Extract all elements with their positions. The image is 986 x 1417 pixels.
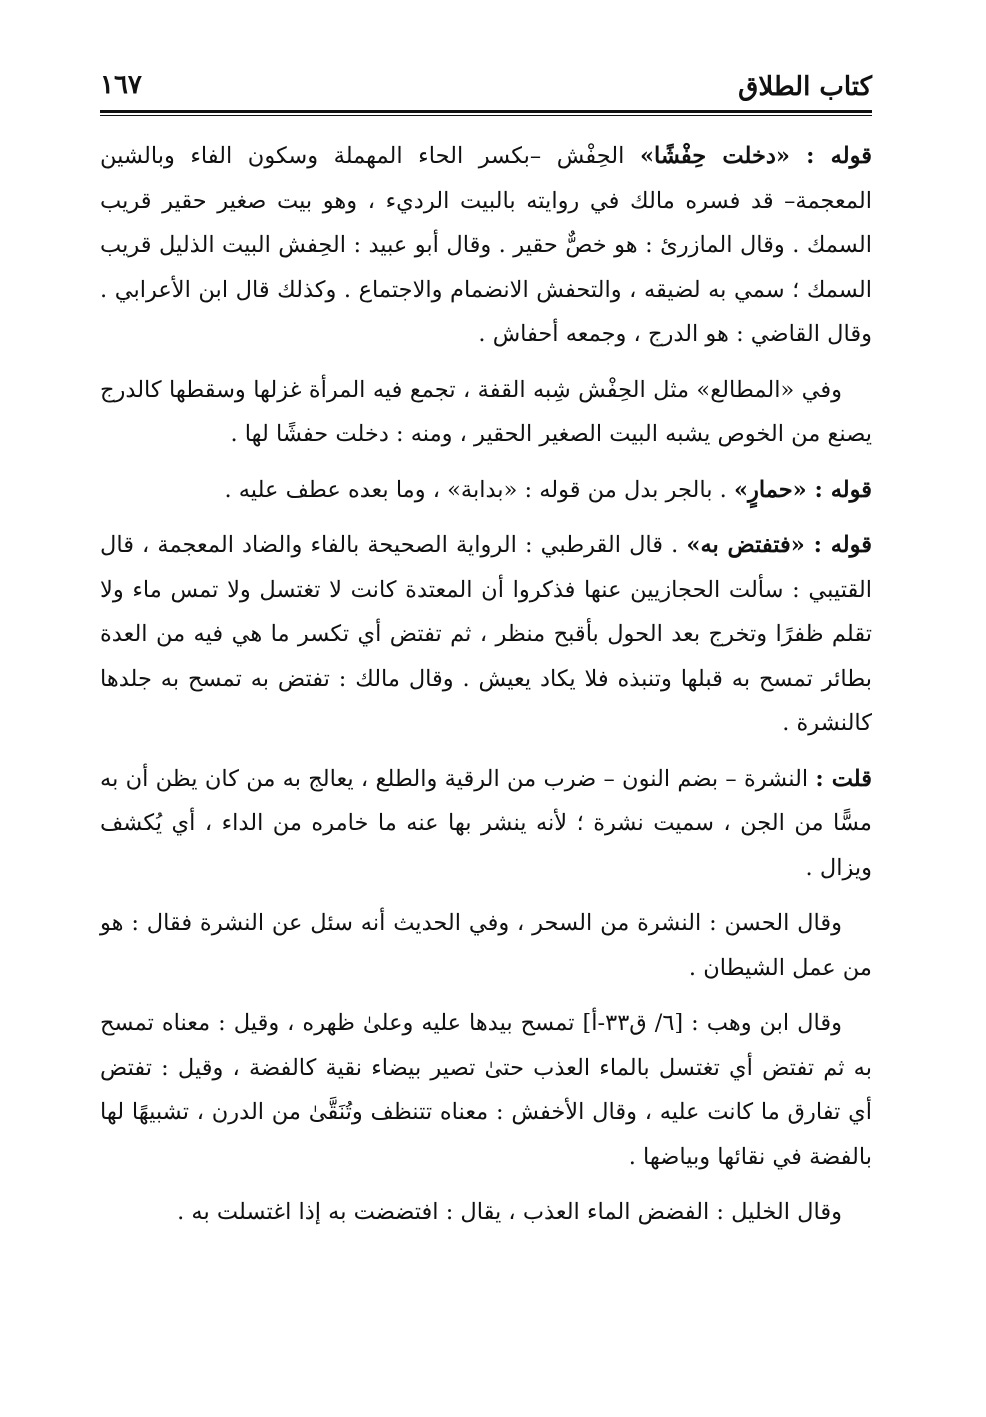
paragraph-text: الحِفْش –بكسر الحاء المهملة وسكون الفاء وبالشين المعجمة– قد فسره مالك في روايته بالبيت الرديء ، وهو بيت صغير حقير قريب السمك . وقال المازرئ : هو خصٌّ حقير . وقال أبو عبيد : الحِفش البيت الذليل قريب السمك ؛ سمي به لضيقه ، والتحفش الانضمام والاجتماع . وكذلك قال ابن الأعرابي . وقال القاضي : هو الدرج ، وجمعه أحفاش . <box>100 143 872 347</box>
book-page <box>100 60 872 1246</box>
paragraph-lead: قوله : «حمارٍ» <box>733 476 872 503</box>
running-title: كتاب الطلاق <box>738 72 872 102</box>
paragraph-lead: قوله : «دخلت حِفْشًا» <box>639 143 872 169</box>
paragraph-text: وقال ابن وهب : [٦/ ق٣٣-أ] تمسح بيدها عليه وعلىٰ ظهره ، وقيل : معناه تمسح به ثم تفتض أي تغتسل بالماء العذب حتىٰ تصير بيضاء نقية كالفضة ، وقيل : تفتض أي تفارق ما كانت عليه ، وقال الأخفش : معناه تتنظف وتُنَقَّىٰ من الدرن ، تشبيهًا لها بالفضة في نقائها وبياضها . <box>100 1010 872 1170</box>
paragraph-lead: قلت : <box>815 765 872 792</box>
header-rule <box>100 110 872 116</box>
paragraph-mataleh <box>100 368 872 457</box>
paragraph-text: وقال الحسن : النشرة من السحر ، وفي الحديث أنه سئل عن النشرة فقال : هو من عمل الشيطان . <box>100 910 872 981</box>
paragraph-text: . قال القرطبي : الرواية الصحيحة بالفاء والضاد المعجمة ، قال القتيبي : سألت الحجازيين عنها فذكروا أن المعتدة كانت لا تغتسل ولا تمس ماء ولا تقلم ظفرًا وتخرج بعد الحول بأقبح منظر ، ثم تفتض أي تكسر ما هي فيه من العدة بطائر تمسح به قبلها وتنبذه فلا يكاد يعيش . وقال مالك : تفتض به تمسح به جلدها كالنشرة . <box>100 532 872 736</box>
paragraph-lead: قوله : «فتفتض به» <box>686 532 872 558</box>
paragraph-text: وفي «المطالع» مثل الحِفْش شِبه القفة ، تجمع فيه المرأة غزلها وسقطها كالدرج يصنع من الخوص يشبه البيت الصغير الحقير ، ومنه : دخلت حفشًا لها . <box>100 376 872 447</box>
paragraph-text: النشرة – بضم النون – ضرب من الرقية والطلع ، يعالج به من كان يظن أن به مسًّا من الجن ، سميت نشرة ؛ لأنه ينشر بها عنه ما خامره من الداء ، أي يُكشف ويزال . <box>100 765 872 881</box>
page-number: ١٦٧ <box>100 70 142 100</box>
body-text <box>100 134 872 1235</box>
paragraph-ibn-wahb <box>100 1001 872 1179</box>
paragraph-qultu <box>100 757 872 891</box>
paragraph-text: . بالجر بدل من قوله : «بدابة» ، وما بعده عطف عليه . <box>224 476 734 503</box>
paragraph-hasan <box>100 901 872 990</box>
paragraph-himar <box>100 468 872 513</box>
page-header <box>100 60 872 108</box>
paragraph-taftad <box>100 523 872 746</box>
paragraph-text: وقال الخليل : الفضض الماء العذب ، يقال : افتضضت به إذا اغتسلت به . <box>177 1199 842 1225</box>
paragraph-khalil <box>100 1190 872 1235</box>
paragraph-hifsh <box>100 134 872 357</box>
